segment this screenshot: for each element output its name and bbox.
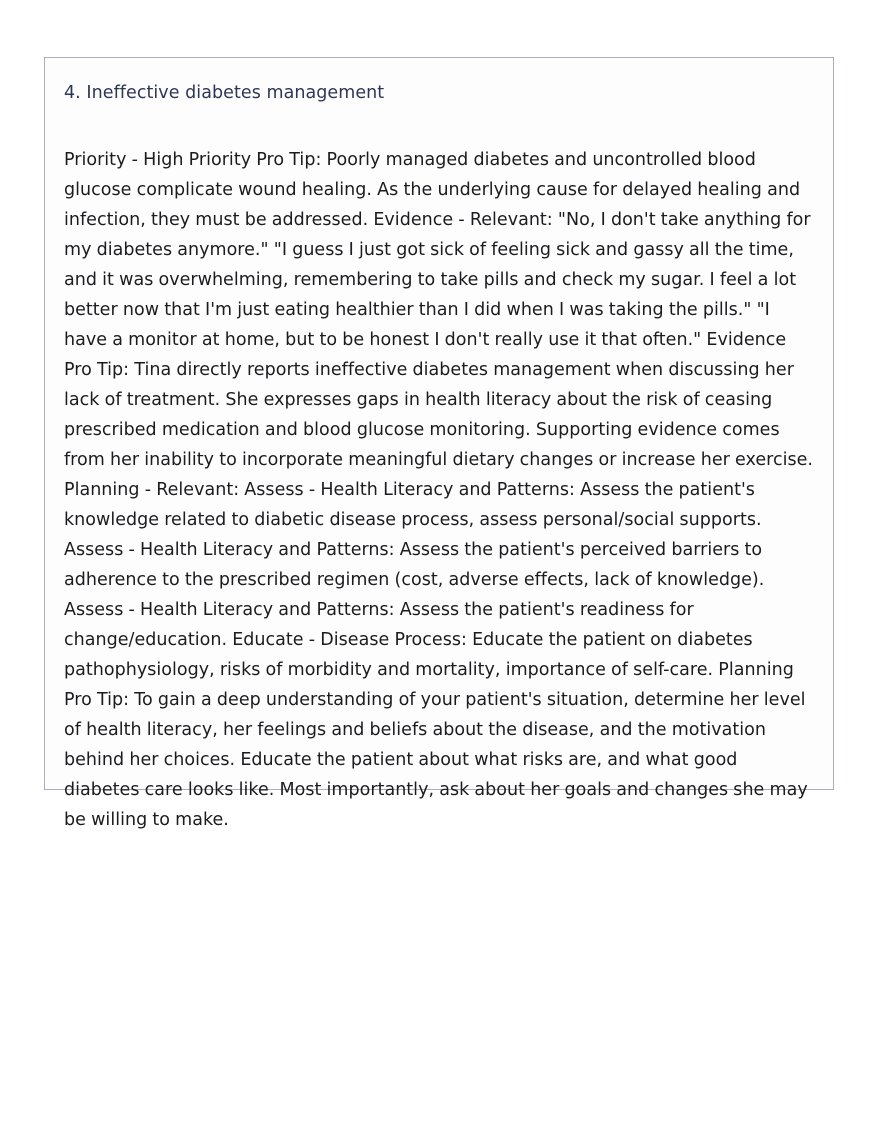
diagnosis-title: 4. Ineffective diabetes management — [64, 83, 385, 103]
diagnosis-body: Priority - High Priority Pro Tip: Poorly managed diabetes and uncontrolled blood glucose complicate wound healing. As the underlying cause for delayed healing and infection, they must be addressed. Evidence - Relevant: "No, I don't take anything for my diabetes anymore." "I guess I just got sick of feeling sick and gassy all the time, and it was overwhelming, remembering to take pills and check my sugar. I feel a lot better now that I'm just eating healthier than I did when I was taking the pills." "I have a monitor at home, but to be honest I don't really use it that often." Evidence Pro Tip: Tina directly reports ineffective diabetes management when discussing her lack of treatment. She expresses gaps in health literacy about the risk of ceasing prescribed medication and blood glucose monitoring. Supporting evidence comes from her inability to incorporate meaningful dietary changes or increase her exercise. Planning - Relevant: Assess - Health Literacy and Patterns: Assess the patient's knowledge related to diabetic disease process, assess personal/social supports. Assess - Health Literacy and Patterns: Assess the patient's perceived barriers to adherence to the prescribed regimen (cost, adverse effects, lack of knowledge). Assess - Health Literacy and Patterns: Assess the patient's readiness for change/education. Educate - Disease Process: Educate the patient on diabetes pathophysiology, risks of morbidity and mortality, importance of self-care. Planning Pro Tip: To gain a deep understanding of your patient's situation, determine her level of health literacy, her feelings and beliefs about the disease, and the motivation behind her choices. Educate the patient about what risks are, and what good diabetes care looks like. Most importantly, ask about her goals and changes she may be willing to make. — [64, 150, 813, 830]
diagnosis-card — [44, 57, 834, 830]
